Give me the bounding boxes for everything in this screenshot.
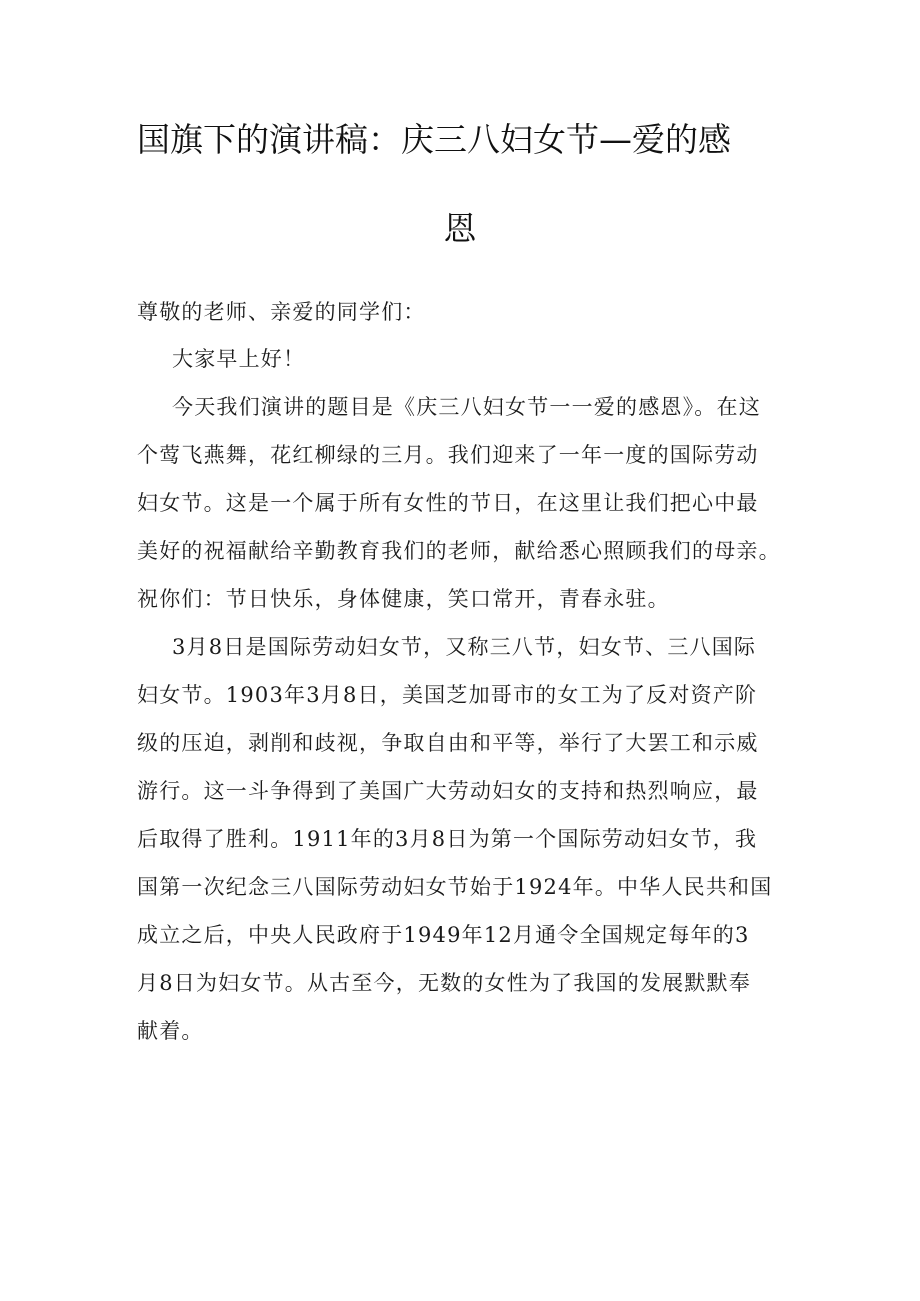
paragraph-line: 后取得了胜利。1911年的3月8日为第一个国际劳动妇女节，我 <box>137 827 758 851</box>
paragraph-line: 美好的祝福献给辛勤教育我们的老师，献给悉心照顾我们的母亲。 <box>137 539 781 563</box>
paragraph-line: 个莺飞燕舞，花红柳绿的三月。我们迎来了一年一度的国际劳动 <box>137 443 759 467</box>
document-title: 国旗下的演讲稿：庆三八妇女节—爱的感 <box>137 120 731 159</box>
document-title-continued: 恩 <box>443 209 477 248</box>
paragraph-line: 成立之后，中央人民政府于1949年12月通令全国规定每年的3 <box>137 923 750 947</box>
salutation: 尊敬的老师、亲爱的同学们： <box>137 300 426 324</box>
paragraph-line: 妇女节。这是一个属于所有女性的节日，在这里让我们把心中最 <box>137 491 759 515</box>
paragraph-line: 妇女节。1903年3月8日，美国芝加哥市的女工为了反对资产阶 <box>137 683 758 707</box>
paragraph-line: 国第一次纪念三八国际劳动妇女节始于1924年。中华人民共和国 <box>137 875 773 899</box>
paragraph-line: 游行。这一斗争得到了美国广大劳动妇女的支持和热烈响应，最 <box>137 779 759 803</box>
paragraph-line: 3月8日是国际劳动妇女节，又称三八节，妇女节、三八国际 <box>172 635 757 659</box>
paragraph-line: 级的压迫，剥削和歧视，争取自由和平等，举行了大罢工和示威 <box>137 731 759 755</box>
paragraph-line: 祝你们：节日快乐，身体健康，笑口常开，青春永驻。 <box>137 587 670 611</box>
paragraph-line: 月8日为妇女节。从古至今，无数的女性为了我国的发展默默奉 <box>137 971 751 995</box>
paragraph-line: 献着。 <box>137 1019 204 1043</box>
paragraph-line: 今天我们演讲的题目是《庆三八妇女节一一爱的感恩》。在这 <box>172 395 761 419</box>
paragraph-line: 大家早上好！ <box>172 347 306 371</box>
